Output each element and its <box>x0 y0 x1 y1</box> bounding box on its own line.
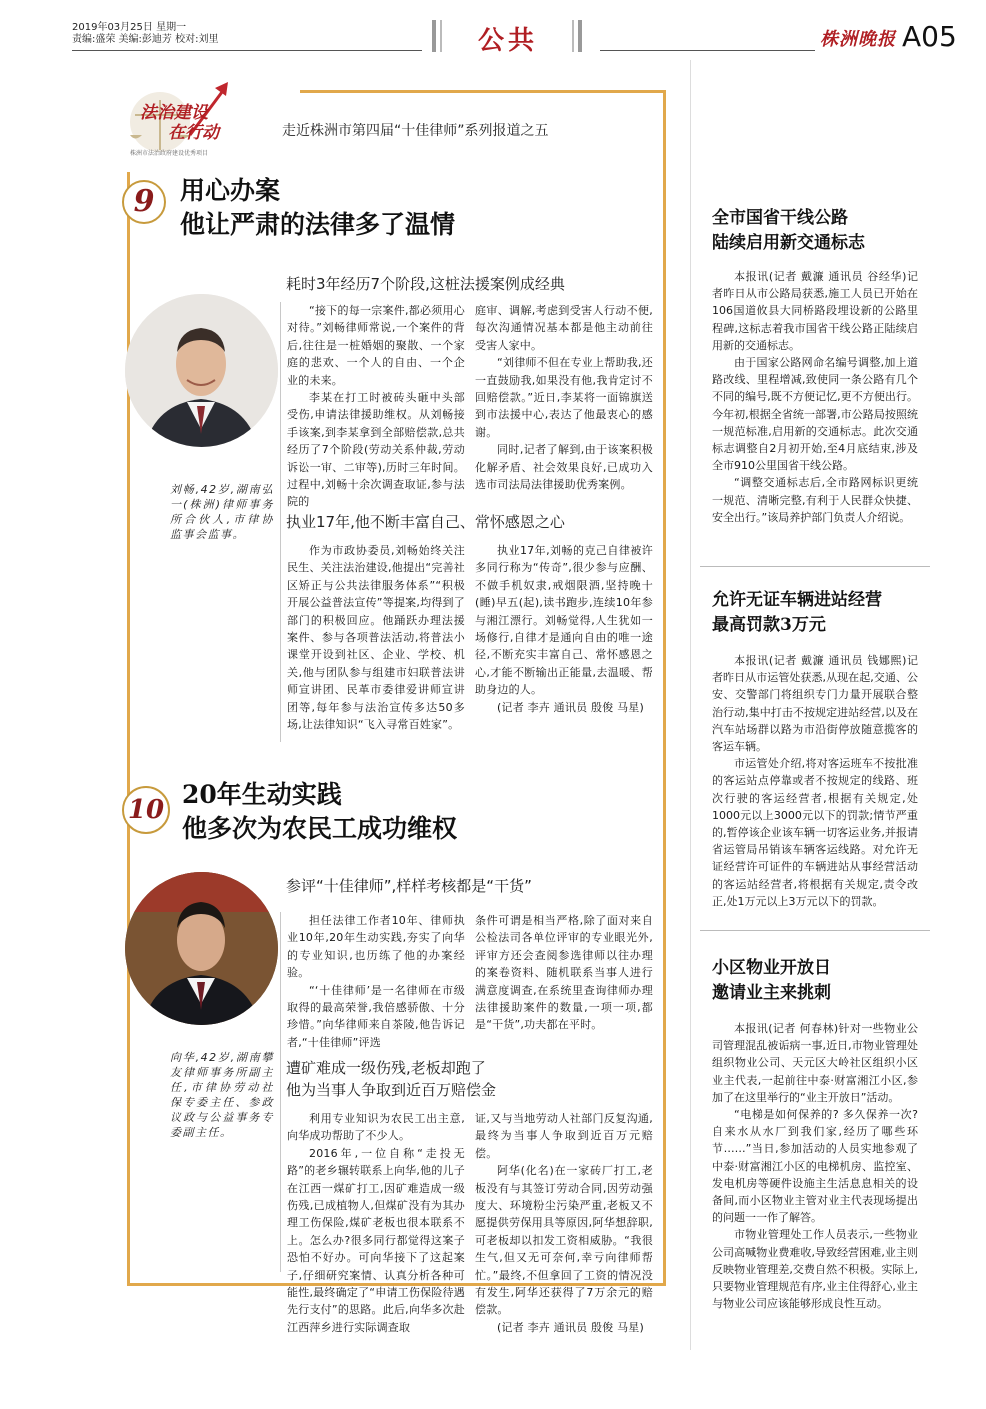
side-separator-2 <box>700 930 930 931</box>
header-rule-left <box>72 50 422 51</box>
side2-body <box>712 652 918 910</box>
header-section: 公共 <box>478 26 539 56</box>
article9-title-line1: 用心办案 <box>180 176 281 205</box>
header-date: 2019年03月25日 星期一 <box>72 22 187 33</box>
side2-title-line2: 最高罚款3万元 <box>712 615 826 635</box>
article10-title-line2: 他多次为农民工成功维权 <box>182 814 458 843</box>
side1-body <box>712 268 918 526</box>
article9-subhead1: 耗时3年经历7个阶段,这桩法援案例成经典 <box>286 275 565 293</box>
side3-title-line1: 小区物业开放日 <box>712 958 831 978</box>
frame-right <box>663 90 666 1286</box>
paper-logo: 株洲晚报 <box>820 29 896 50</box>
article10-sec1-col2 <box>475 912 653 1034</box>
article10-title-line1: 20年生动实践 <box>182 780 342 809</box>
article10-sec2-col1 <box>287 1110 465 1336</box>
paragraph: 李某在打工时被砖头砸中头部受伤,申请法律援助维权。从刘畅接手该案,到李某拿到全部赔偿款,总共经历了7个阶段(劳动关系仲裁,劳动诉讼一审、二审等),历时三年时间。过程中,刘畅十余次调查取证,参与法院的 <box>287 391 465 509</box>
banner-logo-line2: 在行动 <box>168 123 219 143</box>
article9-title-line2: 他让严肃的法律多了温情 <box>180 210 456 239</box>
article9-caption: 刘畅,42岁,湖南弘一(株洲)律师事务所合伙人,市律协监事会监事。 <box>170 483 274 541</box>
article10-subhead1: 参评“十佳律师”,样样考核都是“干货” <box>286 877 532 895</box>
lawyer-liu-photo <box>125 294 278 447</box>
header-section-bar-left2 <box>440 20 442 52</box>
paragraph: 利用专业知识为农民工出主意,向华成功帮助了不少人。 <box>287 1112 465 1143</box>
paragraph: 条件可谓是相当严格,除了面对来自公检法司各单位评审的专业眼光外,评审方还会查阅参选律师以往办理的案卷资料、随机联系当事人进行满意度调查,在系统里查询律师办理法律援助案件的数量,一项一项,都是“干货”,功夫都在平时。 <box>475 914 653 1032</box>
article10-sec2-col2 <box>475 1110 653 1336</box>
side1-title-line1: 全市国省干线公路 <box>712 208 848 228</box>
sidebar-divider <box>690 60 691 1350</box>
paragraph: “电梯是如何保养的? 多久保养一次? 自来水从水厂到我们家,经历了哪些环节……”当日,参加活动的人员实地参观了中泰·财富湘江小区的电梯机房、监控室、发电机房等硬件设施主生活息息相关的设备间,而小区物业主管对业主代表现场提出的问题一一作了解答。 <box>712 1108 918 1225</box>
paragraph: “接下的每一宗案件,都必须用心对待。”刘畅律师常说,一个案件的背后,往往是一桩婚姻的聚散、一个家庭的悲欢、一个人的自由、一个企业的未来。 <box>287 304 465 387</box>
frame-top <box>300 90 666 93</box>
paragraph: 担任法律工作者10年、律师执业10年,20年生动实践,夯实了向华的专业知识,也历练了他的办案经验。 <box>287 914 465 980</box>
side-separator-1 <box>700 566 930 567</box>
paragraph: 本报讯(记者 戴濂 通讯员 谷经华)记者昨日从市公路局获悉,施工人员已开始在106国道攸县大同桥路段埋设新的公路里程碑,这标志着我市国省干线公路正陆续启用新的交通标志。 <box>712 270 918 352</box>
banner-logo-line1: 法治建设 <box>140 103 208 123</box>
person-portrait-icon <box>125 872 278 1025</box>
paragraph: 2016年,一位自称“走投无路”的老乡辗转联系上向华,他的儿子在江西一煤矿打工,因矿难造成一级伤残,已成植物人,但煤矿没有为其办理工伤保险,煤矿老板也很本联系不上。怎么办?很多同行都觉得这案子恐怕不好办。可向华接下了这起案子,仔细研究案情、认真分析各种可能性,最终确定了“申请工伤保险待遇先行支付”的思路。此后,向华多次赴江西萍乡进行实际调查取 <box>287 1146 465 1334</box>
paragraph: 作为市政协委员,刘畅始终关注民生、关注法治建设,他提出“完善社区矫正与公共法律服务体系”“积极开展公益普法宣传”等提案,均得到了部门的积极回应。他踊跃办理法援案件、参与各项普法活动,将普法小课堂开设到社区、企业、学校、机关,他与团队参与组建市妇联普法讲师宣讲团、民革市委律爱讲师宣讲团等,每年参与法治宣传多达50多场,让法律知识“飞入寻常百姓家”。 <box>287 544 465 732</box>
header-rule-right <box>600 50 815 51</box>
article10-sec1-col1 <box>287 912 465 1051</box>
page-number: A05 <box>902 20 957 53</box>
article9-sec1-col2 <box>475 302 653 493</box>
paragraph: 同时,记者了解到,由于该案积极化解矛盾、社会效果良好,已成功入选市司法局法律援助优秀案例。 <box>475 443 653 492</box>
header-section-bar-right2 <box>578 20 582 52</box>
side3-title-line2: 邀请业主来挑刺 <box>712 983 831 1003</box>
header-section-bar-right <box>572 20 574 52</box>
header-editors: 责编:盛荣 美编:彭迪芳 校对:刘里 <box>72 34 219 45</box>
paragraph: 市运管处介绍,将对客运班车不按批准的客运站点停靠或者不按规定的线路、班次行驶的客运经营者,根据有关规定,处1000元以上3000元以下的罚款;情节严重的,暂停该企业该车辆一切客运业务,并报请省运管局吊销该车辆客运线路。对允许无证经营许可证件的车辆进站从事经营活动的客运站经营者,将根据有关规定,责令改正,处1万元以上3万元以下的罚款。 <box>712 757 918 908</box>
side2-title-line1: 允许无证车辆进站经营 <box>712 590 882 610</box>
frame-left <box>127 172 130 1286</box>
series-title: 走近株洲市第四届“十佳律师”系列报道之五 <box>282 123 549 139</box>
article9-subhead2: 执业17年,他不断丰富自己、常怀感恩之心 <box>286 513 565 531</box>
article9-sec2-col1 <box>287 542 465 733</box>
paragraph: 市物业管理处工作人员表示,一些物业公司高喊物业费难收,导致经营困难,业主则反映物业管理差,交费自然不积极。实际上,只要物业管理规范有序,业主住得舒心,业主与物业公司应该能够形成良性互动。 <box>712 1228 918 1311</box>
caption-divider-9 <box>280 302 281 742</box>
article10-number: 10 <box>122 786 170 834</box>
paragraph: (记者 李卉 通讯员 殷俊 马星) <box>497 700 644 714</box>
lawyer-xiang-photo <box>125 872 278 1025</box>
article10-subhead2-line1: 遭矿难成一级伤残,老板却跑了 <box>286 1059 486 1077</box>
article9-sec1-col1 <box>287 302 465 511</box>
banner-logo <box>110 80 265 165</box>
paragraph: “调整交通标志后,全市路网标识更统一规范、清晰完整,有利于人民群众快捷、安全出行。”该局养护部门负责人介绍说。 <box>712 476 918 524</box>
article9-sec2-col2 <box>475 542 653 716</box>
paragraph: 庭审、调解,考虑到受害人行动不便,每次沟通情况基本都是他主动前往受害人家中。 <box>475 304 653 352</box>
paragraph: 证,又与当地劳动人社部门反复沟通,最终为当事人争取到近百万元赔偿。 <box>475 1112 653 1160</box>
caption-divider-10 <box>280 912 281 1272</box>
article10-caption: 向华,42岁,湖南攀友律师事务所副主任,市律协劳动社保专委主任、参政议政与公益事务专委副主任。 <box>170 1051 274 1139</box>
side3-body <box>712 1020 918 1312</box>
paragraph: 本报讯(记者 戴濂 通讯员 钱娜熙)记者昨日从市运管处获悉,从现在起,交通、公安、交警部门将组织专门力量开展联合整治行动,集中打击不按规定进站经营,以及在汽车站场群以路为市沿街停放随意揽客的客运车辆。 <box>712 654 918 754</box>
paragraph: “‘十佳律师’是一名律师在市级取得的最高荣誉,我倍感骄傲、十分珍惜。”向华律师来自茶陵,他告诉记者,“十佳律师”评选 <box>287 983 465 1049</box>
paragraph: 本报讯(记者 何春林)针对一些物业公司管理混乱被诟病一事,近日,市物业管理处组织物业公司、天元区大岭社区组织小区业主代表,一起前往中泰·财富湘江小区,参加了在这里举行的“业主开放日”活动。 <box>712 1022 918 1104</box>
paragraph: “刘律师不但在专业上帮助我,还一直鼓励我,如果没有他,我肯定讨不回赔偿款。”近日,李某将一面锦旗送到市法援中心,表达了他最衷心的感谢。 <box>475 356 653 439</box>
paragraph: 由于国家公路网命名编号调整,加上道路改线、里程增减,致使同一条公路有几个不同的编号,既不方便记忆,更不方便出行。今年初,根据全省统一部署,市公路局按照统一规范标准,启用新的交通标志。此次交通标志调整自2月初开始,至4月底结束,涉及全市910公里国省干线公路。 <box>712 356 918 473</box>
paragraph: 阿华(化名)在一家砖厂打工,老板没有与其签订劳动合同,因劳动强度大、环境粉尘污染严重,老板又不愿提供劳保用具等原因,阿华想辞职,可老板却以扣发工资相威胁。“我很生气,但又无可奈何,幸亏向律师帮忙。”最终,不但拿回了工资的情况没有发生,阿华还获得了7万余元的赔偿款。 <box>475 1164 653 1317</box>
article9-number: 9 <box>122 180 166 224</box>
paragraph: (记者 李卉 通讯员 殷俊 马星) <box>497 1320 644 1334</box>
article10-subhead2-line2: 他为当事人争取到近百万赔偿金 <box>286 1081 497 1099</box>
paragraph: 执业17年,刘畅的克己自律被许多同行称为“传奇”,很少参与应酬、不做手机奴隶,戒烟限酒,坚持晚十(睡)早五(起),读书跑步,连续10年参与湘江漂行。刘畅觉得,人生犹如一场修行,自律才是通向自由的唯一途径,不断充实丰富自己、常怀感恩之心,才能不断输出正能量,去温暖、帮助身边的人。 <box>475 544 653 697</box>
person-portrait-icon <box>125 294 278 447</box>
side1-title-line2: 陆续启用新交通标志 <box>712 233 865 253</box>
header-section-bar-left <box>432 20 436 52</box>
banner-logo-small: 株洲市法治政府建设优秀项目 <box>130 150 209 157</box>
